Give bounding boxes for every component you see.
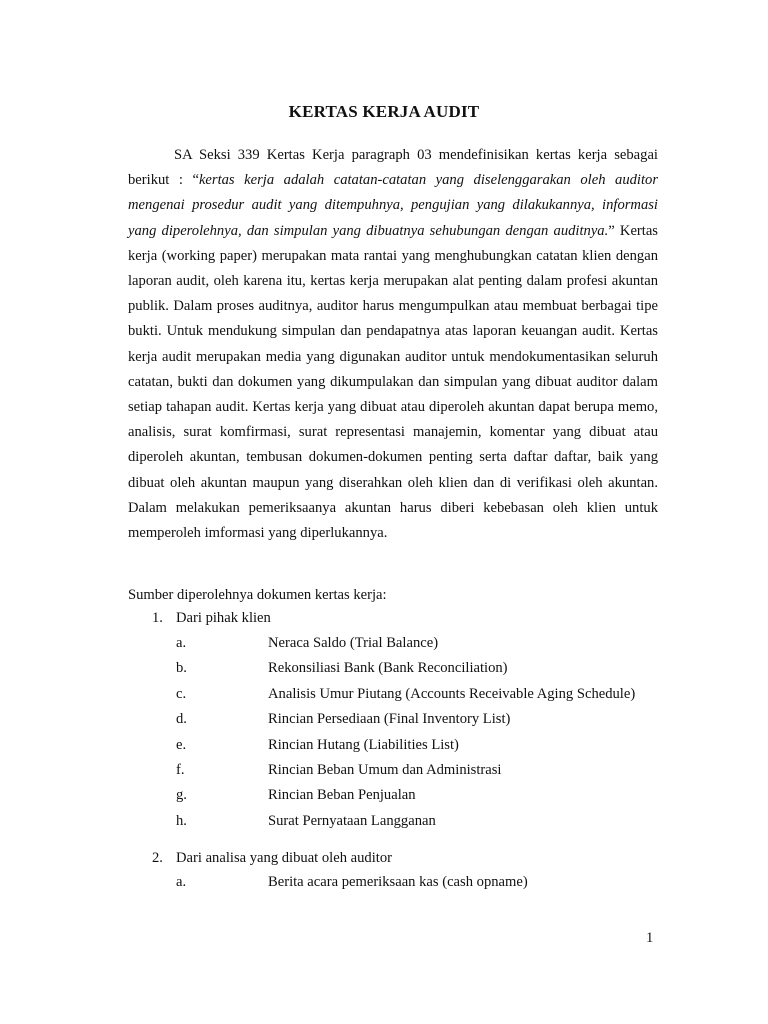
list-text: Rincian Beban Umum dan Administrasi xyxy=(268,761,502,778)
list-letter: c. xyxy=(176,685,187,702)
list-item xyxy=(176,631,635,656)
list-text: Rincian Beban Penjualan xyxy=(268,787,416,804)
list-item xyxy=(176,758,635,783)
list-letter: b. xyxy=(176,660,187,677)
paragraph-rest: ” Kertas kerja (working paper) merupakan mata rantai yang menghubungkan catatan klien dengan laporan audit, oleh karena itu, kertas kerja merupakan alat penting dalam profesi akuntan publik. Dalam proses auditnya, auditor harus mengumpulkan atau membuat berbagai tipe bukti. Untuk mendukung simpulan dan pendapatnya atas laporan keuangan audit. Kertas kerja audit merupakan media yang digunakan auditor untuk mendokumentasikan seluruh catatan, bukti dan dokumen yang dikumpulakan dan simpulan yang dibuat auditor dalam setiap tahapan audit. Kertas kerja yang dibuat atau diperoleh akuntan dapat berupa memo, analisis, surat komfirmasi, surat representasi manajemin, komentar yang dibuat atau diperoleh akuntan, tembusan dokumen-dokumen penting serta daftar daftar, baik yang dibuat oleh akuntan maupun yang diserahkan oleh klien dan di verifikasi oleh akuntan. Dalam melakukan pemeriksaanya akuntan harus diberi kebebasan oleh klien untuk memperoleh imformasi yang diperlukannya. xyxy=(128,222,658,542)
list-item xyxy=(176,809,635,834)
list-letter: d. xyxy=(176,711,187,728)
list-text: Rincian Hutang (Liabilities List) xyxy=(268,736,459,753)
list-letter: a. xyxy=(176,874,187,890)
list-letter: f. xyxy=(176,761,185,778)
list-text: Rekonsiliasi Bank (Bank Reconciliation) xyxy=(268,660,508,677)
group-label: Dari pihak klien xyxy=(176,610,271,626)
group-title-client xyxy=(152,606,271,631)
client-documents-list xyxy=(176,631,635,834)
document-title: KERTAS KERJA AUDIT xyxy=(288,102,480,121)
page-number: 1 xyxy=(646,930,654,946)
list-text: Neraca Saldo (Trial Balance) xyxy=(268,635,439,651)
list-text: Surat Pernyataan Langganan xyxy=(268,812,436,829)
group-number: 2. xyxy=(152,850,163,866)
list-item xyxy=(176,783,635,808)
list-item xyxy=(176,870,528,895)
list-item xyxy=(176,682,635,707)
group-number: 1. xyxy=(152,610,163,626)
sources-intro: Sumber diperolehnya dokumen kertas kerja: xyxy=(128,587,387,603)
paragraph-lead: SA Seksi 339 Kertas Kerja paragraph 03 mendefinisikan kertas kerja sebagai berikut : “ xyxy=(128,147,658,189)
group-title-auditor xyxy=(152,846,392,871)
list-item xyxy=(176,656,635,681)
list-letter: e. xyxy=(176,736,187,753)
list-text: Analisis Umur Piutang (Accounts Receivable Aging Schedule) xyxy=(268,685,636,702)
definition-paragraph xyxy=(128,143,658,546)
auditor-documents-list xyxy=(176,870,528,895)
list-letter: g. xyxy=(176,787,187,804)
list-text: Berita acara pemeriksaan kas (cash opname) xyxy=(268,874,528,890)
list-item xyxy=(176,733,635,758)
list-letter: h. xyxy=(176,812,187,829)
list-letter: a. xyxy=(176,635,187,651)
paragraph-quote: kertas kerja adalah catatan-catatan yang diselenggarakan oleh auditor mengenai prosedur audit yang ditempuhnya, pengujian yang dilakukannya, informasi yang diperolehnya, dan simpulan yang dibuatnya sehubungan dengan auditnya. xyxy=(128,172,658,239)
group-label: Dari analisa yang dibuat oleh auditor xyxy=(176,850,392,866)
list-item xyxy=(176,707,635,732)
list-text: Rincian Persediaan (Final Inventory List) xyxy=(268,711,511,728)
